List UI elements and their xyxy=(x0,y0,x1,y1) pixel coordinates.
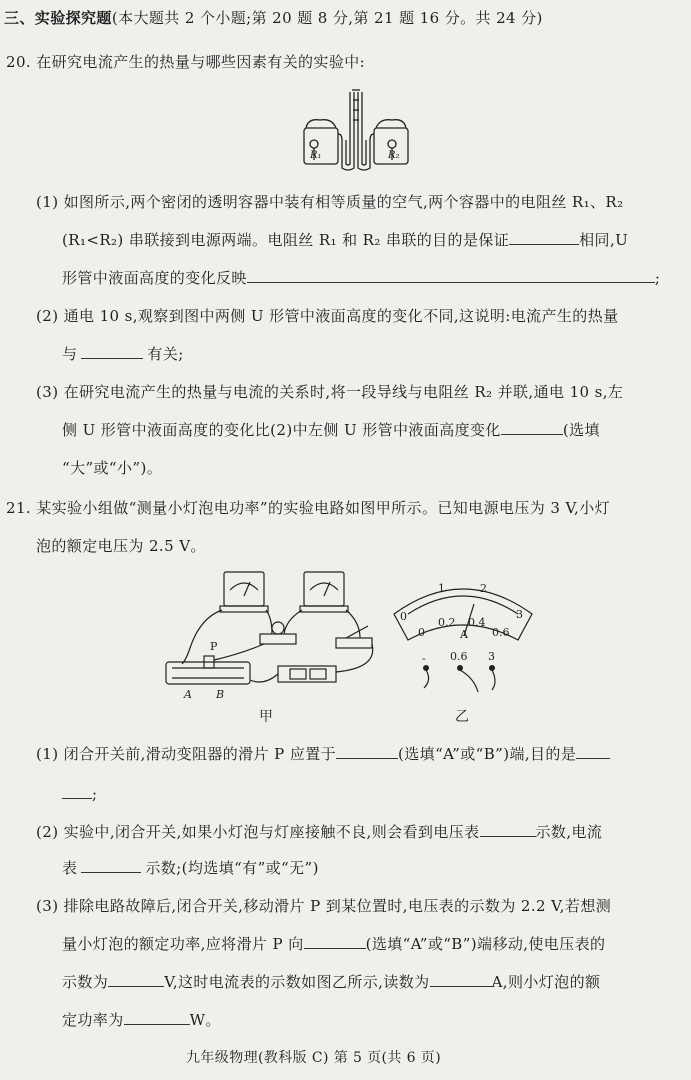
answer-blank xyxy=(81,858,141,873)
u-tube-apparatus-figure xyxy=(300,88,412,172)
q20-p3-line1: (3) 在研究电流产生的热量与电流的关系时,将一段导线与电阻丝 R₂ 并联,通电 10 s,左 xyxy=(36,383,624,401)
q21-p3-line2a: 量小灯泡的额定功率,应将滑片 P 向 xyxy=(62,935,304,953)
answer-blank xyxy=(108,972,164,987)
q20-p2-line2a: 与 xyxy=(62,345,78,363)
answer-blank xyxy=(81,344,143,359)
q20-p3-line2a: 侧 U 形管中液面高度的变化比(2)中左侧 U 形管中液面高度变化 xyxy=(62,421,501,439)
right-container-lid xyxy=(376,120,406,128)
rheostat xyxy=(166,662,250,684)
answer-blank xyxy=(247,268,655,283)
q21-p3-line1: (3) 排除电路故障后,闭合开关,移动滑片 P 到某位置时,电压表的示数为 2.2 V,若想测 xyxy=(36,897,612,915)
q20-p1-line2b: 相同,U xyxy=(579,231,629,249)
q21-p3-line2b: (选填“A”或“B”)端移动,使电压表的 xyxy=(365,935,606,953)
q21-p3-line2 xyxy=(62,934,605,954)
ammeter xyxy=(304,572,344,606)
answer-blank xyxy=(124,1010,190,1025)
q21-p3-line3c: A,则小灯泡的额 xyxy=(491,973,601,991)
terminal-3: 3 xyxy=(488,650,495,663)
q21-stem-line2: 泡的额定电压为 2.5 V。 xyxy=(36,537,206,555)
ammeter-dial-figure xyxy=(388,570,538,700)
q20-p2-line2b: 有关; xyxy=(147,345,184,363)
unit-label: A xyxy=(460,628,468,641)
scale-bottom-3: 0.6 xyxy=(492,626,510,639)
q21-p2-line1 xyxy=(36,822,602,842)
circuit-figure-a xyxy=(160,568,380,708)
right-resistor-coil xyxy=(388,140,396,148)
q20-p2-line1: (2) 通电 10 s,观察到图中两侧 U 形管中液面高度的变化不同,这说明:电流产生的热量 xyxy=(36,307,619,325)
r2-label: R₂ xyxy=(388,150,400,161)
q20-p3-line2 xyxy=(62,420,600,440)
q21-p3-line4b: W。 xyxy=(189,1011,221,1029)
switch xyxy=(336,638,372,648)
scale-top-0: 0 xyxy=(400,610,407,623)
scale-top-2: 2 xyxy=(480,582,487,595)
q20-stem: 20. 在研究电流产生的热量与哪些因素有关的实验中: xyxy=(6,53,366,71)
battery xyxy=(278,666,336,682)
caption-jia: 甲 xyxy=(259,709,273,725)
answer-blank xyxy=(430,972,492,987)
q21-p2-line1b: 示数,电流 xyxy=(535,823,603,841)
section-heading-line xyxy=(4,8,543,28)
scale-top-3: 3 xyxy=(516,608,523,621)
voltmeter xyxy=(224,572,264,606)
lamp-holder xyxy=(260,634,296,644)
terminal-minus: - xyxy=(422,652,426,665)
terminal-06: 0.6 xyxy=(450,650,468,663)
answer-blank xyxy=(480,822,536,837)
section-heading: 三、实验探究题 xyxy=(4,9,112,27)
q20-p3-line2b: (选填 xyxy=(562,421,600,439)
q20-p1-line3 xyxy=(62,268,660,288)
q20-p1-line3b: ; xyxy=(654,269,661,287)
q20-p1-line2a: (R₁<R₂) 串联接到电源两端。电阻丝 R₁ 和 R₂ 串联的目的是保证 xyxy=(62,231,510,249)
label-a: A xyxy=(184,688,192,701)
r1-label: R₁ xyxy=(310,150,322,161)
lamp-bulb xyxy=(272,622,284,634)
q21-stem-line1: 21. 某实验小组做“测量小灯泡电功率”的实验电路如图甲所示。已知电源电压为 3 V,小灯 xyxy=(6,499,611,517)
left-container-lid xyxy=(306,120,336,128)
q21-p1-line1 xyxy=(36,744,610,764)
q20-p1-line2 xyxy=(62,230,628,250)
q21-p2-line2 xyxy=(62,858,319,878)
answer-blank xyxy=(62,784,92,799)
scale-top-1: 1 xyxy=(438,582,445,595)
q21-p2-line2b: 示数;(均选填“有”或“无”) xyxy=(145,859,319,877)
q21-p3-line3a: 示数为 xyxy=(62,973,109,991)
q21-p1-line2 xyxy=(62,784,97,804)
answer-blank xyxy=(576,744,610,759)
q21-p1-line1b: (选填“A”或“B”)端,目的是 xyxy=(398,745,577,763)
label-b: B xyxy=(216,688,225,701)
q21-p3-line4a: 定功率为 xyxy=(62,1011,124,1029)
q21-p3-line3b: V,这时电流表的示数如图乙所示,读数为 xyxy=(164,973,430,991)
q21-p1-line2-end: ; xyxy=(92,785,98,803)
scale-bottom-0: 0 xyxy=(418,626,425,639)
q20-p3-line3: “大”或“小”)。 xyxy=(62,459,163,477)
q21-p3-line4 xyxy=(62,1010,221,1030)
caption-yi: 乙 xyxy=(455,709,469,725)
q20-p2-line2 xyxy=(62,344,184,364)
answer-blank xyxy=(501,420,563,435)
q21-p2-line2a: 表 xyxy=(62,859,78,877)
left-resistor-coil xyxy=(310,140,318,148)
q20-p1-line1: (1) 如图所示,两个密闭的透明容器中装有相等质量的空气,两个容器中的电阻丝 R₁、R₂ xyxy=(36,193,624,211)
label-p: P xyxy=(210,640,218,653)
page-footer: 九年级物理(教科版 C) 第 5 页(共 6 页) xyxy=(186,1050,442,1066)
answer-blank xyxy=(509,230,579,245)
scale-bottom-1: 0.2 xyxy=(438,616,456,629)
dial-arc xyxy=(408,596,518,614)
q20-p1-line3a: 形管中液面高度的变化反映 xyxy=(62,269,247,287)
scale-bottom-2: 0.4 xyxy=(468,616,486,629)
q21-p3-line3 xyxy=(62,972,600,992)
q21-p2-line1a: (2) 实验中,闭合开关,如果小灯泡与灯座接触不良,则会看到电压表 xyxy=(36,823,480,841)
answer-blank xyxy=(336,744,398,759)
section-note: (本大题共 2 个小题;第 20 题 8 分,第 21 题 16 分。共 24 分) xyxy=(111,9,543,27)
q21-p1-line1a: (1) 闭合开关前,滑动变阻器的滑片 P 应置于 xyxy=(36,745,337,763)
answer-blank xyxy=(304,934,366,949)
